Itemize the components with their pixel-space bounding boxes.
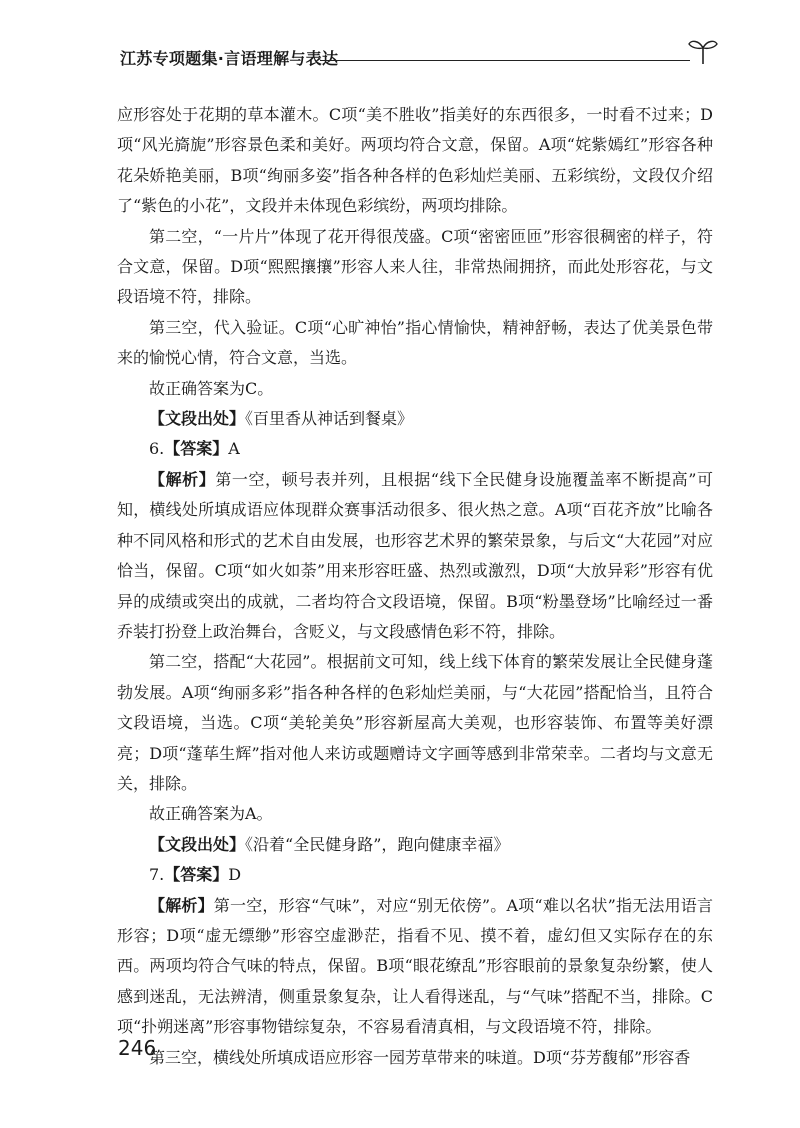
source-tag: 【文段出处】	[149, 834, 246, 854]
answer-tag: 【答案】	[164, 439, 229, 459]
analysis-tag: 【解析】	[149, 895, 214, 915]
paragraph: 第三空，横线处所填成语应形容一园芳草带来的味道。D项“芬芳馥郁”形容香	[149, 1047, 691, 1067]
answer-conclusion: 故正确答案为C。	[149, 378, 274, 398]
paragraph: 第三空，代入验证。C项“心旷神怡”指心情愉快，精神舒畅，表达了优美景色带来的愉悦心情，符合文意，当选。	[117, 317, 713, 368]
paragraph: 第二空，搭配“大花园”。根据前文可知，线上线下体育的繁荣发展让全民健身蓬勃发展。A项“绚丽多彩”指各种各样的色彩灿烂美丽，与“大花园”搭配恰当，且符合文段语境，当选。C项“美轮美奂”形容新屋高大美观，也形容装饰、布置等美好漂亮；D项“蓬荜生辉”指对他人来访或题赠诗文字画等感到非常荣幸。二者均与文意无关，排除。	[117, 652, 713, 793]
answer-line: 6.【答案】A	[149, 439, 240, 459]
analysis-paragraph: 【解析】第一空，形容“气味”，对应“别无依傍”。A项“难以名状”指无法用语言形容；D项“虚无缥缈”形容空虚渺茫，指看不见、摸不着，虚幻但又实际存在的东西。两项均符合气味的特点，保留。B项“眼花缭乱”形容眼前的景象复杂纷繁，使人感到迷乱，无法辨清，侧重景象复杂，让人看得迷乱，与“气味”搭配不当，排除。C项“扑朔迷离”形容事物错综复杂，不容易看清真相，与文段语境不符，排除。	[117, 895, 713, 1037]
paragraph: 应形容处于花期的草本灌木。C项“美不胜收”指美好的东西很多，一时看不过来；D项“风光旖旎”形容景色柔和美好。两项均符合文意，保留。A项“姹紫嫣红”形容各种花朵娇艳美丽，B项“绚丽多姿”指各种各样的色彩灿烂美丽、五彩缤纷，文段仅介绍了“紫色的小花”，文段并未体现色彩缤纷，两项均排除。	[117, 105, 713, 216]
paragraph: 第二空，“一片片”体现了花开得很茂盛。C项“密密匝匝”形容很稠密的样子，符合文意，保留。D项“熙熙攘攘”形容人来人往，非常热闹拥挤，而此处形容花，与文段语境不符，排除。	[117, 226, 713, 307]
header-title: 江苏专项题集·言语理解与表达	[120, 49, 339, 68]
source-tag: 【文段出处】	[149, 409, 246, 429]
source-citation: 【文段出处】《百里香从神话到餐桌》	[149, 409, 414, 429]
analysis-paragraph: 【解析】第一空，顿号表并列，且根据“线下全民健身设施覆盖率不断提高”可知，横线处所填成语应体现群众赛事活动很多、很火热之意。A项“百花齐放”比喻各种不同风格和形式的艺术自由发展，也形容艺术界的繁荣景象，与后文“大花园”对应恰当，保留。C项“如火如荼”用来形容旺盛、热烈或激烈，D项“大放异彩”形容有优异的成绩或突出的成就，二者均符合文段语境，保留。B项“粉墨登场”比喻经过一番乔装打扮登上政治舞台，含贬义，与文段感情色彩不符，排除。	[117, 469, 713, 641]
source-citation: 【文段出处】《沿着“全民健身路”，跑向健康幸福》	[149, 834, 510, 854]
answer-conclusion: 故正确答案为A。	[149, 804, 273, 824]
running-header	[120, 40, 720, 72]
page-body	[117, 100, 713, 1073]
answer-line: 7.【答案】D	[149, 865, 242, 885]
page-number: 246	[118, 1036, 157, 1060]
header-rule	[320, 60, 690, 61]
answer-tag: 【答案】	[164, 865, 229, 885]
sprout-icon	[686, 36, 720, 66]
analysis-tag: 【解析】	[149, 469, 216, 489]
